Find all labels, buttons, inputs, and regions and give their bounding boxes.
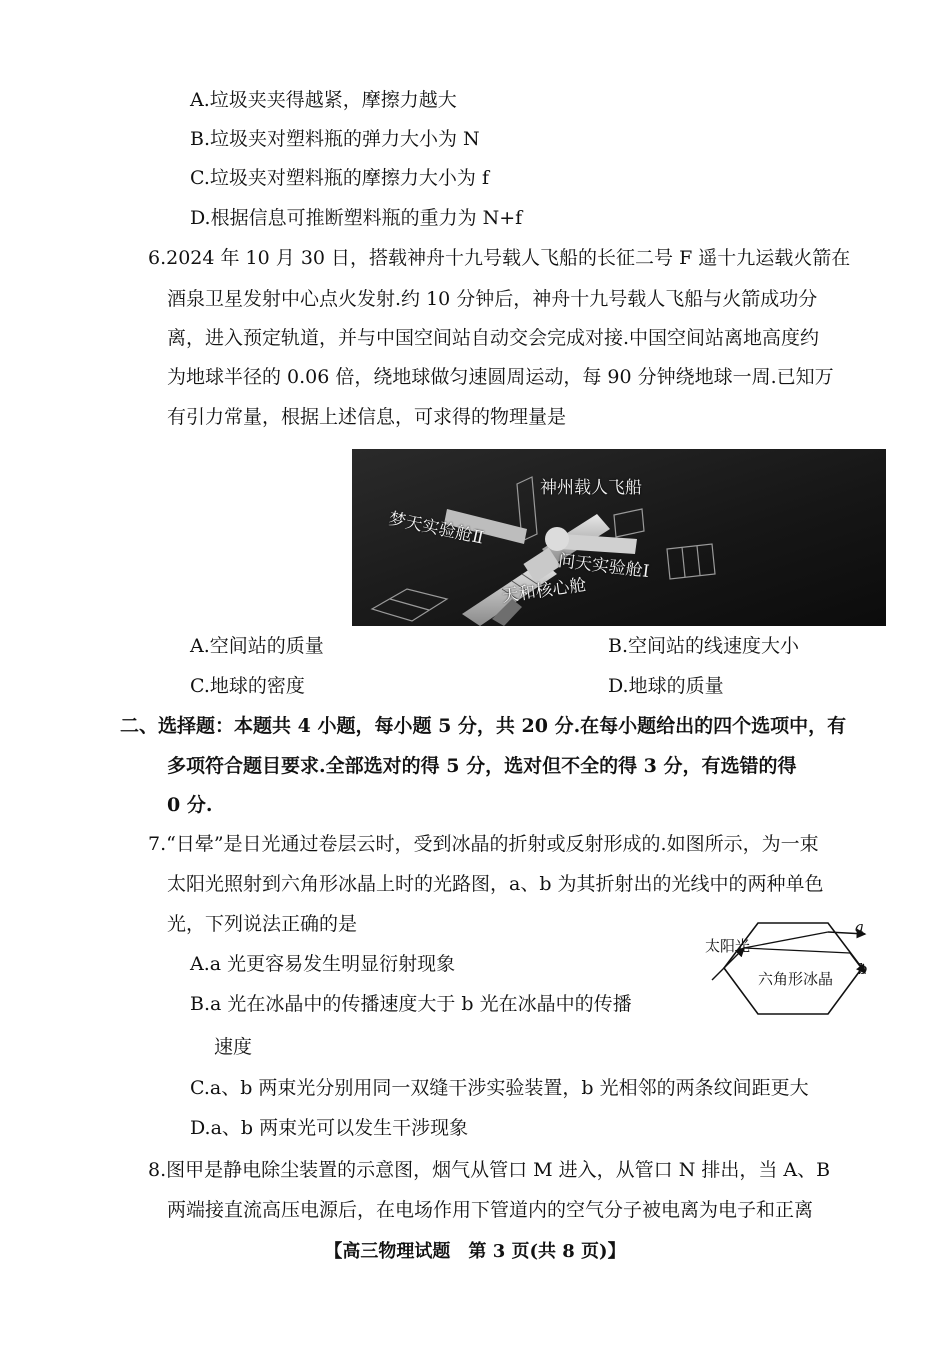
- label-wentian: 问天实验舱Ⅰ: [556, 550, 651, 582]
- section2-heading-line: 0 分.: [167, 794, 213, 816]
- ray-b-label: b: [858, 960, 868, 978]
- ice-crystal-diagram: [700, 918, 875, 1018]
- page-footer: 【高三物理试题 第 3 页(共 8 页)】: [324, 1241, 626, 1262]
- section2-heading: 二、选择题：本题共 4 小题，每小题 5 分，共 20 分.在每小题给出的四个选项中，有: [120, 715, 847, 737]
- q6-option-d: D.地球的质量: [608, 675, 724, 697]
- q5-option-a: A.垃圾夹夹得越紧，摩擦力越大: [190, 89, 457, 111]
- q6-option-a: A.空间站的质量: [190, 635, 324, 657]
- q7-stem-line: 光，下列说法正确的是: [167, 913, 358, 935]
- q7-option-b: B.a 光在冰晶中的传播速度大于 b 光在冰晶中的传播: [190, 993, 632, 1015]
- q6-stem-line: 6.2024 年 10 月 30 日，搭载神舟十九号载人飞船的长征二号 F 遥十九运载火箭在: [148, 247, 851, 269]
- q5-option-b: B.垃圾夹对塑料瓶的弹力大小为 N: [190, 128, 480, 150]
- q5-option-d: D.根据信息可推断塑料瓶的重力为 N+f: [190, 207, 523, 229]
- q8-stem-line: 8.图甲是静电除尘装置的示意图，烟气从管口 M 进入，从管口 N 排出，当 A、B: [148, 1159, 831, 1181]
- q5-option-c: C.垃圾夹对塑料瓶的摩擦力大小为 f: [190, 167, 489, 189]
- ray-a-label: a: [855, 918, 864, 936]
- q6-option-c: C.地球的密度: [190, 675, 305, 697]
- q6-stem-line: 有引力常量，根据上述信息，可求得的物理量是: [167, 406, 567, 428]
- q7-option-c: C.a、b 两束光分别用同一双缝干涉实验装置，b 光相邻的两条纹间距更大: [190, 1077, 809, 1099]
- q6-stem-line: 酒泉卫星发射中心点火发射.约 10 分钟后，神舟十九号载人飞船与火箭成功分: [167, 288, 818, 310]
- sunlight-label: 太阳光: [705, 937, 751, 955]
- label-tianhe: 天和核心舱: [500, 575, 588, 607]
- q7-option-b-continued: 速度: [214, 1036, 253, 1058]
- crystal-label: 六角形冰晶: [758, 970, 834, 988]
- q6-option-b: B.空间站的线速度大小: [608, 635, 800, 657]
- section2-heading-line: 多项符合题目要求.全部选对的得 5 分，选对但不全的得 3 分，有选错的得: [167, 755, 797, 777]
- q7-stem-line: 7.“日晕”是日光通过卷层云时，受到冰晶的折射或反射形成的.如图所示，为一束: [148, 833, 819, 855]
- q7-option-a: A.a 光更容易发生明显衍射现象: [190, 953, 456, 975]
- label-mengtian: 梦天实验舱Ⅱ: [386, 508, 486, 549]
- label-shenzhou: 神州载人飞船: [540, 478, 642, 498]
- space-station-photo: [352, 449, 886, 626]
- q7-option-d: D.a、b 两束光可以发生干涉现象: [190, 1117, 469, 1139]
- q6-stem-line: 为地球半径的 0.06 倍，绕地球做匀速圆周运动，每 90 分钟绕地球一周.已知万: [167, 366, 834, 388]
- q6-stem-line: 离，进入预定轨道，并与中国空间站自动交会完成对接.中国空间站离地高度约: [167, 327, 820, 349]
- q7-stem-line: 太阳光照射到六角形冰晶上时的光路图，a、b 为其折射出的光线中的两种单色: [167, 873, 824, 895]
- q8-stem-line: 两端接直流高压电源后，在电场作用下管道内的空气分子被电离为电子和正离: [167, 1199, 814, 1221]
